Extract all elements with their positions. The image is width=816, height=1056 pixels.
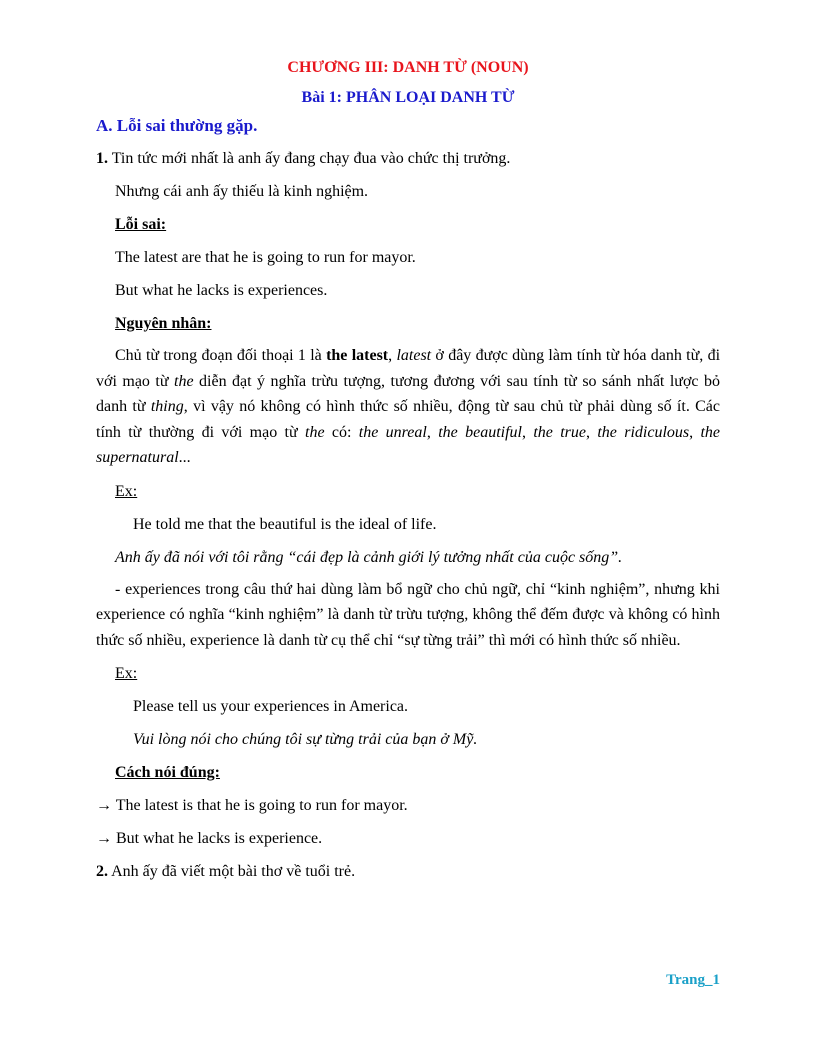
correct-sentence-2: → But what he lacks is experience. xyxy=(96,830,323,847)
italic-term: the xyxy=(174,372,194,390)
bold-term: the latest xyxy=(326,347,389,364)
italic-term: the xyxy=(305,423,325,441)
example-2-english: Please tell us your experiences in America. xyxy=(133,698,409,715)
text-run: , vì vậy nó không có hình thức số nhiều, động từ sau chủ từ phải dùng số ít. Các tính từ thường đi với mạo từ xyxy=(96,398,721,441)
italic-term: thing xyxy=(150,398,184,415)
error-label: Lỗi sai: xyxy=(115,216,167,233)
italic-term: the supernatural xyxy=(96,423,721,466)
cause-paragraph-2-text: - experiences trong câu thứ hai dùng làm bổ ngữ cho chủ ngữ, chỉ “kinh nghiệm”, nhưng khi experience có nghĩa “kinh nghiệm” là danh từ trừu tượng, không thể đếm được và không có hình thức số nhiều, experience là danh từ cụ thể chỉ “sự từng trải” thì mới có hình thức số nhiều. xyxy=(96,580,720,649)
correct-label-row xyxy=(96,761,720,785)
item-1-vn-line-2: Nhưng cái anh ấy thiếu là kinh nghiệm. xyxy=(115,183,369,200)
italic-term: latest xyxy=(396,347,432,364)
chapter-title: CHƯƠNG III: DANH TỪ (NOUN) xyxy=(287,59,529,76)
italic-term: the unreal xyxy=(358,423,427,441)
text-run: diễn đạt ý nghĩa trừu tượng, tương đương với sau tính từ so sánh nhất lược bỏ danh từ xyxy=(96,372,720,415)
cause-paragraph-2 xyxy=(96,577,720,654)
page-number: Trang_1 xyxy=(666,972,720,988)
document-page xyxy=(96,56,720,884)
example-label-1-row xyxy=(96,480,720,504)
text-run: Chủ từ trong đoạn đối thoại 1 là xyxy=(115,347,327,364)
cause-label: Nguyên nhân: xyxy=(115,315,212,332)
example-2-vietnamese-text: Vui lòng nói cho chúng tôi sự từng trải của bạn ở Mỹ. xyxy=(133,731,478,748)
lesson-title: Bài 1: PHÂN LOẠI DANH TỪ xyxy=(301,89,515,106)
text-run: ở đây được dùng làm tính từ hóa danh từ, đi với mạo từ xyxy=(96,347,721,390)
italic-term: the ridiculous xyxy=(597,423,690,441)
error-label-row xyxy=(96,213,720,237)
example-label-2: Ex: xyxy=(115,665,138,682)
item-2-vn-line-1 xyxy=(96,860,720,884)
correct-sentence-1: → The latest is that he is going to run for mayor. xyxy=(96,797,408,814)
item-1-vn-line-1 xyxy=(96,147,720,171)
italic-term: the true xyxy=(533,423,586,441)
correct-label: Cách nói đúng: xyxy=(115,764,220,781)
example-label-1: Ex: xyxy=(115,482,138,500)
italic-term: the beautiful xyxy=(438,423,522,441)
section-a-heading: A. Lỗi sai thường gặp. xyxy=(96,116,258,135)
text-run: , xyxy=(426,423,439,441)
item-2-vn-text: Anh ấy đã viết một bài thơ về tuổi trẻ. xyxy=(108,863,356,880)
text-run: , xyxy=(521,423,534,441)
example-1-vietnamese-text: Anh ấy đã nói với tôi rằng “cái đẹp là cảnh giới lý tưởng nhất của cuộc sống”. xyxy=(115,548,623,566)
text-run: , xyxy=(586,423,598,441)
text-run: ... xyxy=(178,449,191,466)
item-1-vn-text: Tin tức mới nhất là anh ấy đang chạy đua vào chức thị trưởng. xyxy=(108,150,511,167)
wrong-sentence-1: The latest are that he is going to run for mayor. xyxy=(115,249,416,266)
cause-paragraph-1 xyxy=(96,343,720,471)
wrong-sentence-2: But what he lacks is experiences. xyxy=(115,282,328,299)
example-2-vietnamese xyxy=(96,728,720,752)
text-run: , xyxy=(388,347,397,364)
cause-label-row xyxy=(96,312,720,336)
example-label-2-row xyxy=(96,662,720,686)
text-run: có: xyxy=(324,423,359,441)
item-2-number: 2. xyxy=(96,863,108,880)
example-1-english: He told me that the beautiful is the ideal of life. xyxy=(133,515,437,533)
text-run: , xyxy=(689,423,701,441)
item-1-number: 1. xyxy=(96,150,108,167)
example-1-vietnamese xyxy=(96,546,720,570)
